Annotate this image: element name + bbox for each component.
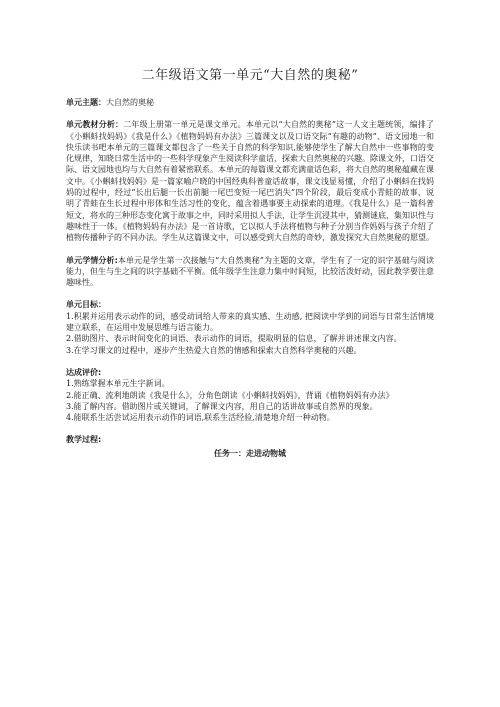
- unit-theme: [66, 97, 434, 108]
- unit-goal-item: 2.借助图片、表示时间变化的词语、表示动作的词语，提取明显的信息，了解并讲述课文内容。: [66, 334, 402, 344]
- document-body: [66, 97, 434, 467]
- evaluation-item: 4.能联系生活尝试运用表示动作的词语,联系生活经验,清楚地介绍一种动物。: [66, 413, 335, 423]
- unit-theme-label: 单元主题：: [66, 98, 106, 107]
- evaluation-item: 2.能正确、流利地朗读《我是什么》，分角色朗读《小蝌蚪找妈妈》，背诵《植物妈妈有办法》: [66, 390, 394, 400]
- unit-goal-item: 3.在学习课文的过程中，逐步产生热爱大自然的情感和探索大自然科学奥秘的兴趣。: [66, 345, 362, 355]
- spacer: [66, 288, 434, 299]
- unit-theme-value: 大自然的奥秘: [106, 98, 154, 107]
- unit-analysis-label: 单元教材分析：: [66, 120, 124, 130]
- learner-analysis-text: 本单元是学生第一次接触与“大自然奥秘”为主题的文章，学生有了一定的识字基础与阅读能力，但生与生之间的识字基础不平衡。低年级学生注意力集中时间短，比较活泼好动，因此教学要注意趣味性。: [66, 255, 434, 288]
- spacer: [66, 108, 434, 119]
- task-one-heading: 任务一：走进动物城: [214, 448, 286, 458]
- learner-analysis: [66, 255, 434, 289]
- unit-goal-item: 1.积累并运用表示动作的词，感受动词给人带来的真实感、生动感, 把阅读中学到的词语与日常生活情境建立联系，在运用中发展思维与语言能力。: [66, 311, 434, 333]
- spacer: [66, 356, 434, 367]
- unit-analysis: [66, 119, 434, 243]
- unit-goals-heading: 单元目标：: [66, 300, 106, 310]
- document-title: 二年级语文第一单元“大自然的奥秘”: [141, 68, 359, 83]
- spacer: [66, 423, 434, 434]
- learner-analysis-label: 单元学情分析:: [66, 255, 118, 265]
- teaching-process-heading: 教学过程:: [66, 435, 102, 445]
- evaluation-heading: 达成评价:: [66, 367, 102, 377]
- evaluation-item: 3.能了解内容。借助图片或关键词，了解课文内容，用自己的话讲故事或自然界的现象。: [66, 401, 378, 411]
- unit-analysis-text: 二年级上册第一单元是课文单元。本单元以“大自然的奥秘”这一人文主题统领，编排了《小蝌蚪找妈妈》《我是什么》《植物妈妈有办法》三篇课文以及口语交际“有趣的动物”、语文园地一和快乐读书吧本单元的三篇课文都包含了一些关于自然的科学知识,能够使学生了解大自然中一些事物的变化规律，知晓日常生活中的一些科学现象产生阅读科学童话、探索大自然奥秘的兴趣。除课文外，口语交际、语文园地也均与大自然有着紧密联系。本单元的每篇课文都充满童话色彩，将大自然的奥秘蕴藏在课文中。《小蝌蚪找妈妈》是一篇家喻户晓的中国经典科普童话故事，课文浅显易懂，介绍了小蝌蚪在找妈妈的过程中，经过“长出后腿一长出前腿一尾巴变短一尾巴消失”四个阶段，最后变成小青蛙的故事，说明了青蛙在生长过程中形体和生活习性的变化，蕴含着遇事要主动探索的道理。《我是什么》是一篇科普短文，将水的三种形态变化寓于故事之中，同时采用拟人手法，让学生沉浸其中，猜测谜底，集知识性与趣味性于一体。《植物妈妈有办法》是一首诗歌，它以拟人手法将植物与种子分别当作妈妈与孩子介绍了植物传播种子的不同办法。学生从这篇课文中，可以感受到大自然的奇妙，激发探究大自然奥秘的愿望。: [66, 120, 434, 243]
- spacer: [66, 244, 434, 255]
- evaluation-item: 1.熟练掌握本单元生字新词。: [66, 379, 170, 389]
